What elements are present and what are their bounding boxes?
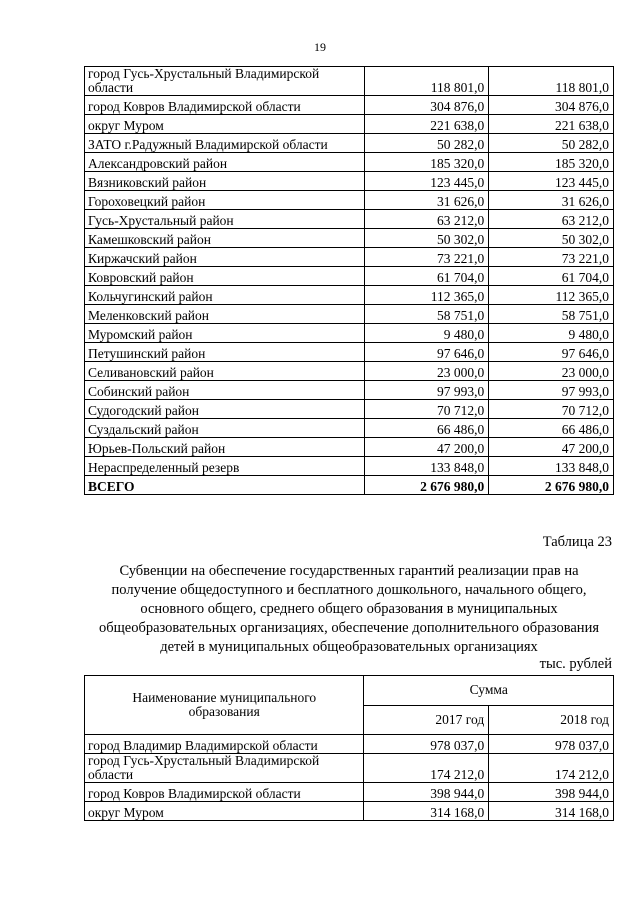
table-row <box>85 343 614 362</box>
title-line: общеобразовательных организациях, обеспечение дополнительного образования <box>99 620 599 636</box>
value-2017-cell: 97 993,0 <box>364 381 489 400</box>
row-name-cell: Александровский район <box>85 153 365 172</box>
name-header-line: Наименование муниципального <box>132 690 317 705</box>
name-header-line: образования <box>188 704 260 719</box>
table-row <box>85 457 614 476</box>
row-name-cell: Ковровский район <box>85 267 365 286</box>
row-name-cell: ЗАТО г.Радужный Владимирской области <box>85 134 365 153</box>
year-2017-header: 2017 год <box>364 705 489 735</box>
value-2018-cell: 123 445,0 <box>489 172 614 191</box>
value-2017-cell: 174 212,0 <box>364 754 489 783</box>
value-2018-cell: 63 212,0 <box>489 210 614 229</box>
table-row <box>85 267 614 286</box>
value-2018-cell: 174 212,0 <box>489 754 614 783</box>
value-2018-cell: 133 848,0 <box>489 457 614 476</box>
table-row <box>85 802 614 821</box>
value-2017-cell: 112 365,0 <box>364 286 489 305</box>
value-2017-cell: 23 000,0 <box>364 362 489 381</box>
table-row <box>85 248 614 267</box>
value-2018-cell: 118 801,0 <box>489 67 614 96</box>
value-2018-cell: 221 638,0 <box>489 115 614 134</box>
units-label: тыс. рублей <box>539 656 612 672</box>
table-row <box>85 96 614 115</box>
row-name-cell: Судогодский район <box>85 400 365 419</box>
value-2017-cell: 9 480,0 <box>364 324 489 343</box>
value-2017-cell: 50 302,0 <box>364 229 489 248</box>
value-2017-cell: 304 876,0 <box>364 96 489 115</box>
row-name-cell: Кольчугинский район <box>85 286 365 305</box>
table-row <box>85 172 614 191</box>
header-row <box>85 676 614 706</box>
value-2018-cell: 978 037,0 <box>489 735 614 754</box>
value-2017-cell: 66 486,0 <box>364 419 489 438</box>
title-line: основного общего, среднего общего образования в муниципальных <box>140 601 558 617</box>
table-label: Таблица 23 <box>542 534 612 550</box>
table-row <box>85 67 614 96</box>
row-name-cell: Вязниковский район <box>85 172 365 191</box>
value-2017-cell: 31 626,0 <box>364 191 489 210</box>
row-name-cell: город Гусь-Хрустальный Владимирской области <box>85 754 364 783</box>
subventions-table <box>84 675 614 821</box>
row-name-cell: округ Муром <box>85 115 365 134</box>
table-row <box>85 115 614 134</box>
table-row <box>85 324 614 343</box>
row-name-cell: Селивановский район <box>85 362 365 381</box>
row-name-cell: город Ковров Владимирской области <box>85 96 365 115</box>
row-name-cell: Нераспределенный резерв <box>85 457 365 476</box>
value-2018-cell: 398 944,0 <box>489 783 614 802</box>
value-2018-cell: 9 480,0 <box>489 324 614 343</box>
value-2018-cell: 50 282,0 <box>489 134 614 153</box>
table-row <box>85 305 614 324</box>
table-row <box>85 210 614 229</box>
value-2018-cell: 23 000,0 <box>489 362 614 381</box>
value-2017-cell: 398 944,0 <box>364 783 489 802</box>
value-2017-cell: 70 712,0 <box>364 400 489 419</box>
value-2017-cell: 2 676 980,0 <box>364 476 489 495</box>
table-row <box>85 286 614 305</box>
value-2017-cell: 221 638,0 <box>364 115 489 134</box>
row-name-cell: город Гусь-Хрустальный Владимирской области <box>85 67 365 96</box>
value-2018-cell: 47 200,0 <box>489 438 614 457</box>
subsidies-table-continued <box>84 66 614 495</box>
table-row <box>85 783 614 802</box>
value-2017-cell: 133 848,0 <box>364 457 489 476</box>
value-2017-cell: 61 704,0 <box>364 267 489 286</box>
row-name-cell: Гороховецкий район <box>85 191 365 210</box>
table-row <box>85 362 614 381</box>
value-2017-cell: 123 445,0 <box>364 172 489 191</box>
value-2017-cell: 118 801,0 <box>364 67 489 96</box>
row-name-cell: Киржачский район <box>85 248 365 267</box>
value-2018-cell: 66 486,0 <box>489 419 614 438</box>
value-2018-cell: 185 320,0 <box>489 153 614 172</box>
value-2018-cell: 112 365,0 <box>489 286 614 305</box>
row-name-cell: Камешковский район <box>85 229 365 248</box>
value-2017-cell: 314 168,0 <box>364 802 489 821</box>
table-row <box>85 438 614 457</box>
value-2018-cell: 97 993,0 <box>489 381 614 400</box>
table-row <box>85 153 614 172</box>
value-2017-cell: 97 646,0 <box>364 343 489 362</box>
name-column-header <box>85 676 364 735</box>
table-row <box>85 229 614 248</box>
table-row <box>85 381 614 400</box>
value-2018-cell: 2 676 980,0 <box>489 476 614 495</box>
value-2017-cell: 978 037,0 <box>364 735 489 754</box>
value-2017-cell: 185 320,0 <box>364 153 489 172</box>
value-2018-cell: 61 704,0 <box>489 267 614 286</box>
table-row <box>85 419 614 438</box>
value-2018-cell: 97 646,0 <box>489 343 614 362</box>
row-name-cell: Собинский район <box>85 381 365 400</box>
table-row <box>85 400 614 419</box>
value-2018-cell: 31 626,0 <box>489 191 614 210</box>
value-2018-cell: 73 221,0 <box>489 248 614 267</box>
row-name-cell: Муромский район <box>85 324 365 343</box>
value-2017-cell: 47 200,0 <box>364 438 489 457</box>
value-2018-cell: 314 168,0 <box>489 802 614 821</box>
table-title <box>84 562 614 657</box>
row-name-cell: город Ковров Владимирской области <box>85 783 364 802</box>
row-name-cell: город Владимир Владимирской области <box>85 735 364 754</box>
value-2017-cell: 58 751,0 <box>364 305 489 324</box>
row-name-cell: ВСЕГО <box>85 476 365 495</box>
table-row <box>85 735 614 754</box>
value-2017-cell: 50 282,0 <box>364 134 489 153</box>
value-2018-cell: 70 712,0 <box>489 400 614 419</box>
row-name-cell: Юрьев-Польский район <box>85 438 365 457</box>
total-row <box>85 476 614 495</box>
table-row <box>85 191 614 210</box>
year-2018-header: 2018 год <box>489 705 614 735</box>
row-name-cell: Меленковский район <box>85 305 365 324</box>
value-2018-cell: 50 302,0 <box>489 229 614 248</box>
value-2018-cell: 58 751,0 <box>489 305 614 324</box>
value-2017-cell: 73 221,0 <box>364 248 489 267</box>
value-2018-cell: 304 876,0 <box>489 96 614 115</box>
title-line: детей в муниципальных общеобразовательных организациях <box>160 639 538 655</box>
title-line: получение общедоступного и бесплатного дошкольного, начального общего, <box>111 582 587 598</box>
page-number: 19 <box>314 40 326 54</box>
row-name-cell: округ Муром <box>85 802 364 821</box>
title-line: Субвенции на обеспечение государственных гарантий реализации прав на <box>119 563 579 579</box>
table-row <box>85 754 614 783</box>
row-name-cell: Гусь-Хрустальный район <box>85 210 365 229</box>
row-name-cell: Петушинский район <box>85 343 365 362</box>
value-2017-cell: 63 212,0 <box>364 210 489 229</box>
row-name-cell: Суздальский район <box>85 419 365 438</box>
table-row <box>85 134 614 153</box>
sum-header: Сумма <box>364 676 614 706</box>
